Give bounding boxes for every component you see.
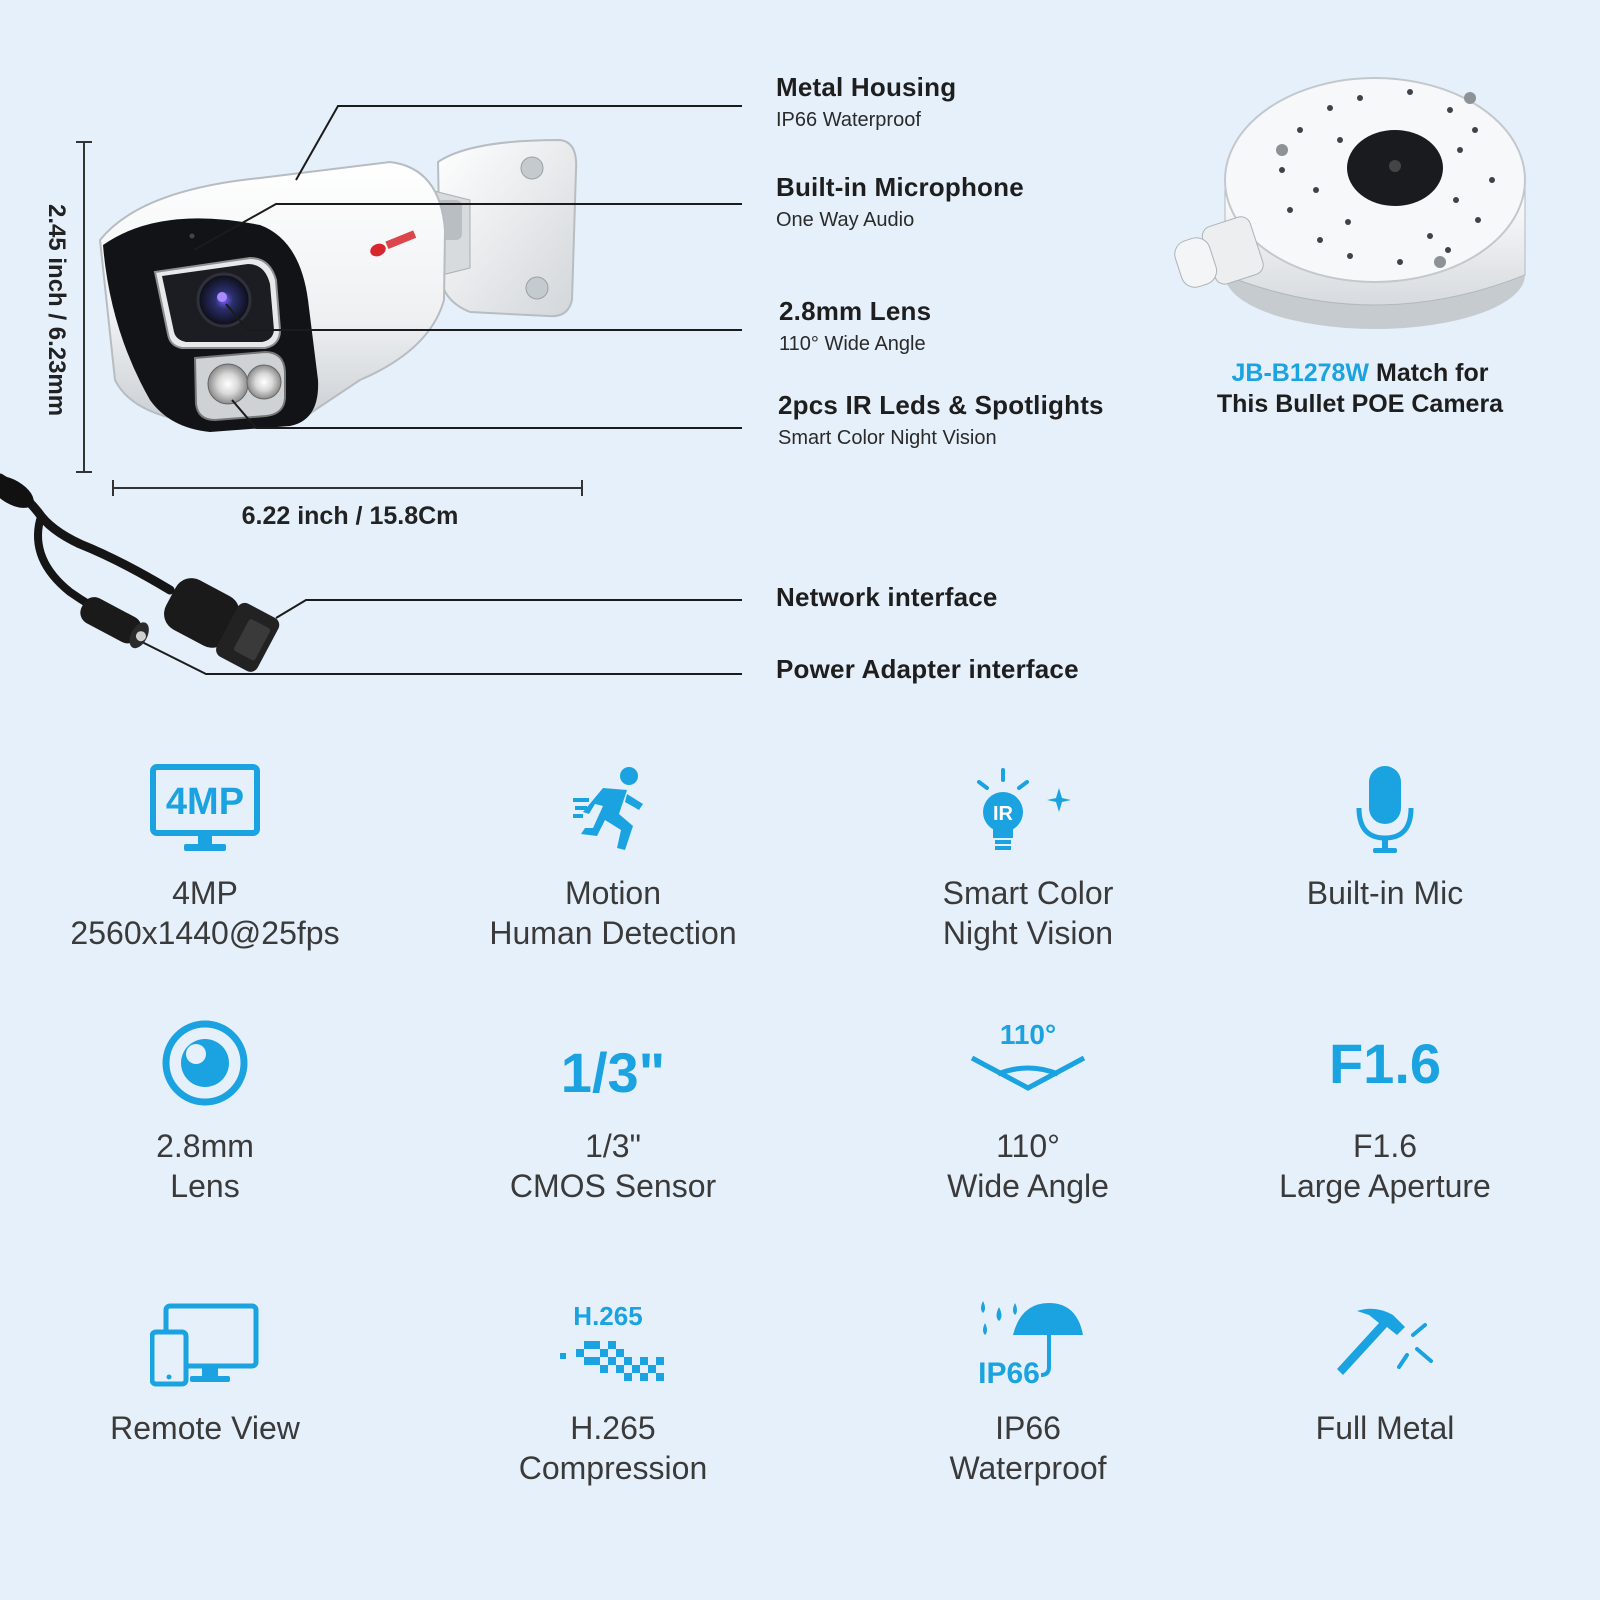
callout-microphone xyxy=(776,172,1024,232)
junction-box-model: JB-B1278W xyxy=(1231,359,1370,387)
monitor-4mp-text: 4MP xyxy=(165,781,245,823)
h265-compression-icon xyxy=(558,1297,668,1393)
callout-network-interface xyxy=(776,582,998,613)
feature-label-line1: 110° xyxy=(996,1128,1060,1164)
feature-label-line1: Built-in Mic xyxy=(1306,875,1464,911)
callout-subtitle: Smart Color Night Vision xyxy=(778,427,997,449)
callout-title: Metal Housing xyxy=(776,72,957,102)
feature-label-line1: 2.8mm xyxy=(156,1128,254,1164)
remote-view-devices-icon xyxy=(150,1302,260,1388)
callout-subtitle: One Way Audio xyxy=(776,209,915,231)
wide-angle-icon xyxy=(968,1018,1088,1108)
feature-label-line1: Full Metal xyxy=(1315,1410,1455,1446)
feature-remote-view xyxy=(25,1290,385,1448)
callout-title: Built-in Microphone xyxy=(776,172,1024,202)
feature-lens xyxy=(25,1008,385,1206)
camera-mount-bracket xyxy=(430,140,576,316)
callout-subtitle: IP66 Waterproof xyxy=(776,109,921,131)
junction-box-caption xyxy=(1170,358,1550,420)
junction-box xyxy=(1169,78,1525,329)
microphone-icon xyxy=(1355,764,1415,856)
bullet-camera xyxy=(100,162,445,432)
feature-label-line2: Compression xyxy=(518,1450,708,1486)
feature-aperture xyxy=(1205,1008,1565,1206)
junction-box-text: Match for xyxy=(1369,359,1489,387)
width-dimension-label: 6.22 inch / 15.8Cm xyxy=(241,502,459,530)
callout-lens xyxy=(779,296,931,356)
feature-label-line2: Large Aperture xyxy=(1279,1168,1491,1204)
callout-title: 2.8mm Lens xyxy=(779,296,932,326)
feature-label-line1: Motion xyxy=(564,875,662,911)
ir-bulb-text: IR xyxy=(993,803,1013,825)
callout-metal-housing xyxy=(776,72,956,132)
feature-h265 xyxy=(433,1290,793,1488)
width-dimension-line xyxy=(113,480,582,496)
feature-ip66 xyxy=(848,1290,1208,1488)
h265-text: H.265 xyxy=(573,1301,643,1331)
callout-title: 2pcs IR Leds & Spotlights xyxy=(778,390,1104,420)
feature-label-line2: Night Vision xyxy=(942,915,1114,951)
feature-label-line1: Remote View xyxy=(110,1410,300,1446)
feature-built-in-mic xyxy=(1205,755,1565,913)
feature-label-line2: Human Detection xyxy=(489,915,737,951)
feature-4mp xyxy=(25,755,385,953)
aperture-icon: F1.6 xyxy=(1328,1031,1442,1095)
feature-label-line2: Waterproof xyxy=(949,1450,1107,1486)
hammer-icon xyxy=(1335,1305,1435,1385)
waterproof-umbrella-icon xyxy=(973,1297,1083,1393)
height-dimension-label: 2.45 inch / 6.23mm xyxy=(43,203,70,417)
feature-label-line2: Lens xyxy=(170,1168,240,1204)
callout-title: Network interface xyxy=(776,582,998,612)
feature-label-line1: IP66 xyxy=(995,1410,1061,1446)
callout-power-interface xyxy=(776,654,1079,685)
callout-ir-leds xyxy=(778,390,1104,450)
monitor-4mp-icon xyxy=(150,764,260,856)
feature-label-line2: 2560x1440@25fps xyxy=(70,915,340,951)
feature-label-line2: Wide Angle xyxy=(947,1168,1109,1204)
feature-label-line1: 4MP xyxy=(172,875,238,911)
wide-angle-text: 110° xyxy=(999,1019,1057,1050)
feature-label-line2: CMOS Sensor xyxy=(509,1168,717,1204)
camera-cables xyxy=(0,470,282,675)
lens-icon xyxy=(160,1018,250,1108)
feature-night-vision xyxy=(848,755,1208,953)
callout-title: Power Adapter interface xyxy=(776,654,1079,684)
feature-label-line1: Smart Color xyxy=(942,875,1114,911)
feature-label-line1: 1/3" xyxy=(585,1128,641,1164)
feature-wide-angle xyxy=(848,1008,1208,1206)
junction-box-text-2: This Bullet POE Camera xyxy=(1216,390,1504,418)
callout-subtitle: 110° Wide Angle xyxy=(779,333,926,355)
feature-motion-detection xyxy=(433,755,793,953)
feature-cmos-sensor xyxy=(433,1008,793,1206)
feature-label-line1: H.265 xyxy=(570,1410,656,1446)
feature-label-line1: F1.6 xyxy=(1352,1128,1418,1164)
running-person-icon xyxy=(573,764,653,856)
ir-bulb-moon-icon xyxy=(963,760,1093,860)
ip66-text: IP66 xyxy=(978,1357,1040,1390)
sensor-size-icon: 1/3" xyxy=(560,1040,666,1104)
feature-full-metal xyxy=(1205,1290,1565,1448)
